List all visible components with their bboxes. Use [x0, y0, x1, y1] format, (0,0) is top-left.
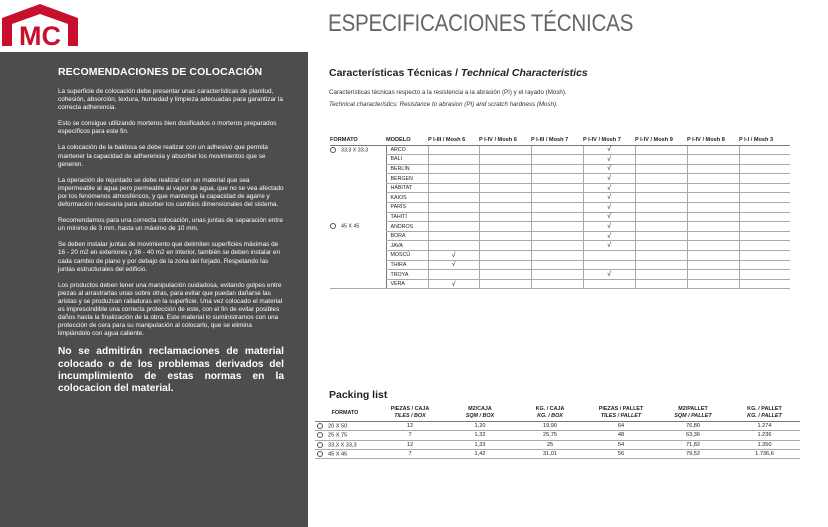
table-cell [531, 183, 583, 193]
format-label: 45 X 45 [341, 223, 360, 230]
table-cell [635, 145, 687, 155]
table-cell: 71,82 [657, 440, 729, 449]
table-cell: 12 [375, 422, 445, 431]
format-circle-icon [330, 147, 336, 153]
model-cell: HÁBITAT [386, 183, 428, 193]
table-cell: 56 [585, 449, 657, 458]
column-header [445, 406, 515, 422]
model-cell: PARÍS [386, 203, 428, 213]
table-cell [687, 193, 739, 203]
table-row [315, 449, 800, 458]
column-header-es: FORMATO [331, 409, 359, 416]
table-cell [583, 260, 635, 270]
table-row [330, 145, 790, 155]
model-cell: BERLÍN [386, 164, 428, 174]
table-cell [531, 279, 583, 289]
check-mark: √ [583, 203, 635, 213]
format-cell [315, 440, 375, 449]
check-mark: √ [428, 260, 479, 270]
tech-description-en: Technical characteristics: Resistance to abrasion (PI) and scratch hardness (Mosh). [329, 101, 558, 108]
format-circle-icon [317, 451, 323, 457]
table-cell [635, 241, 687, 251]
tech-description-es: Características técnicas respecto a la resistencia a la abrasión (PI) y el rayado (Mosh). [329, 89, 567, 96]
table-cell: 31,01 [515, 449, 585, 458]
table-cell [739, 212, 790, 222]
table-cell: 63,36 [657, 431, 729, 440]
table-row [330, 231, 790, 241]
table-cell [739, 251, 790, 261]
column-header-es: KG. / CAJA [535, 406, 565, 412]
column-header [315, 406, 375, 422]
column-header [375, 406, 445, 422]
table-cell [531, 222, 583, 232]
check-mark: √ [583, 164, 635, 174]
format-cell [330, 270, 386, 280]
table-cell [739, 270, 790, 280]
recommendation-paragraph: La colocación de la baldosa se debe realizar con un adhesivo que permita mantener la capacidad de adherencia y absorber los movimientos que se generen. [58, 144, 268, 168]
format-circle-icon [317, 423, 323, 429]
model-cell: ARCO [386, 145, 428, 155]
format-label: 33,3 X 33,3 [328, 441, 357, 448]
claims-warning: No se admitirán reclamaciones de material colocado o de los problemas derivados del incumplimiento de estas normas en la colocacion del material. [58, 346, 284, 394]
page-title: ESPECIFICACIONES TÉCNICAS [328, 10, 634, 37]
table-cell [635, 183, 687, 193]
table-cell [739, 279, 790, 289]
recommendation-paragraph: Se deben instalar juntas de movimiento que delimiten superficies máximas de 16 - 20 m2 en exteriores y 36 - 40 m2 en interior, también se deben instalar en cada cambio de plano y por debajo de la zona del forjado. Respetando las juntas estructurales del edificio. [58, 241, 281, 273]
format-cell [330, 145, 386, 155]
table-cell [635, 260, 687, 270]
check-mark: √ [583, 222, 635, 232]
column-header-en: KG. / BOX [537, 413, 563, 419]
table-cell: 7 [375, 449, 445, 458]
table-cell [479, 183, 531, 193]
column-header: P I-III / Mosh 7 [531, 136, 583, 145]
table-cell [531, 203, 583, 213]
table-cell [739, 145, 790, 155]
column-header-en: TILES / PALLET [600, 413, 642, 419]
table-cell [428, 145, 479, 155]
check-mark: √ [428, 279, 479, 289]
table-cell [739, 155, 790, 165]
recommendation-paragraph: La superficie de colocación debe presentar unas características de planitud, cohesión, absorción, textura, humedad y limpieza adecuadas para garantizar la correcta adherencia. [58, 88, 283, 112]
table-cell: 1,32 [445, 431, 515, 440]
packing-list-table [315, 406, 800, 459]
format-cell [330, 183, 386, 193]
format-cell [330, 203, 386, 213]
packing-heading: Packing list [329, 389, 388, 401]
table-row [330, 251, 790, 261]
table-row [330, 164, 790, 174]
column-header [729, 406, 800, 422]
column-header: P I-I / Mosh 3 [739, 136, 790, 145]
table-cell [479, 193, 531, 203]
table-cell: 19,90 [515, 422, 585, 431]
table-cell [531, 241, 583, 251]
table-cell [739, 241, 790, 251]
table-row [315, 422, 800, 431]
table-cell [739, 203, 790, 213]
table-cell: 76,80 [657, 422, 729, 431]
table-cell [635, 279, 687, 289]
table-cell: 1,33 [445, 440, 515, 449]
table-cell [635, 270, 687, 280]
table-cell [479, 155, 531, 165]
check-mark: √ [583, 241, 635, 251]
model-cell: BALI [386, 155, 428, 165]
table-cell [739, 231, 790, 241]
format-cell [330, 193, 386, 203]
recommendations-heading: RECOMENDACIONES DE COLOCACIÓN [58, 66, 263, 78]
table-cell [687, 212, 739, 222]
table-cell [687, 183, 739, 193]
table-cell [479, 241, 531, 251]
table-cell [479, 203, 531, 213]
table-cell [428, 231, 479, 241]
format-circle-icon [317, 432, 323, 438]
column-header-en: SQM / PALLET [674, 413, 712, 419]
table-cell [428, 270, 479, 280]
format-cell [315, 422, 375, 431]
table-cell [428, 212, 479, 222]
table-cell [531, 251, 583, 261]
table-row [330, 222, 790, 232]
table-cell [583, 251, 635, 261]
column-header [585, 406, 657, 422]
table-cell: 48 [585, 431, 657, 440]
table-cell [479, 251, 531, 261]
table-cell [428, 203, 479, 213]
column-header: MODELO [386, 136, 428, 145]
table-cell [687, 145, 739, 155]
svg-text:MC: MC [19, 21, 61, 50]
table-row [330, 212, 790, 222]
check-mark: √ [583, 145, 635, 155]
column-header: FORMATO [330, 136, 386, 145]
recommendation-paragraph: Recomendamos para una correcta colocación, unas juntas de separación entre un mínimo de 3 mm. hasta un máximo de 10 mm. [58, 217, 283, 233]
format-cell [330, 241, 386, 251]
table-cell [479, 270, 531, 280]
table-cell [531, 164, 583, 174]
table-cell: 12 [375, 440, 445, 449]
table-cell: 1,42 [445, 449, 515, 458]
table-row [330, 193, 790, 203]
recommendation-paragraph: La operación de rejuntado se debe realizar con un material que sea impermeable al agua pero permeable al vapor de agua, que no se vea afectado por los fenómenos atmosféricos, y que mantenga la capacidad de agarre y deformación necesaria para absorber los cambios dimensionales del sistema. [58, 176, 284, 209]
table-cell: 54 [585, 440, 657, 449]
table-cell [687, 164, 739, 174]
column-header-en: TILES / BOX [394, 413, 426, 419]
format-label: 25 X 75 [328, 432, 348, 439]
table-cell [479, 145, 531, 155]
model-cell: KAIOS [386, 193, 428, 203]
column-header-en: KG. / PALLET [747, 413, 782, 419]
format-cell [330, 155, 386, 165]
table-cell [687, 279, 739, 289]
table-row [330, 203, 790, 213]
placement-recommendations-panel [0, 52, 308, 527]
table-cell [479, 212, 531, 222]
table-row [330, 270, 790, 280]
table-cell [635, 251, 687, 261]
check-mark: √ [583, 231, 635, 241]
table-cell [635, 203, 687, 213]
table-cell [531, 145, 583, 155]
format-cell [330, 222, 386, 232]
check-mark: √ [583, 183, 635, 193]
table-cell [428, 222, 479, 232]
table-row [315, 440, 800, 449]
column-header-es: KG. / PALLET [747, 406, 782, 412]
format-cell [330, 251, 386, 261]
table-cell [635, 212, 687, 222]
column-header-es: PIEZAS / PALLET [598, 406, 644, 412]
table-cell [531, 270, 583, 280]
check-mark: √ [583, 193, 635, 203]
table-cell [428, 241, 479, 251]
format-cell [330, 260, 386, 270]
table-row [315, 431, 800, 440]
model-cell: TAHITÍ [386, 212, 428, 222]
column-header-es: M2/CAJA [468, 406, 492, 412]
table-cell [687, 251, 739, 261]
table-cell [739, 183, 790, 193]
table-cell [635, 155, 687, 165]
table-cell [687, 174, 739, 184]
table-cell [687, 270, 739, 280]
column-header-es: PIEZAS / CAJA [390, 406, 430, 412]
format-cell [315, 449, 375, 458]
table-cell [428, 193, 479, 203]
column-header-es: M2/PALLET [678, 406, 708, 412]
table-cell: 1,20 [445, 422, 515, 431]
table-cell [479, 260, 531, 270]
technical-characteristics-table [330, 136, 790, 289]
model-cell: BERGEN [386, 174, 428, 184]
tech-heading: Características Técnicas / Technical Characteristics [329, 67, 588, 79]
table-cell [531, 155, 583, 165]
table-cell [479, 174, 531, 184]
table-cell [428, 183, 479, 193]
table-row [330, 183, 790, 193]
check-mark: √ [428, 251, 479, 261]
table-cell [428, 155, 479, 165]
mc-logo [0, 0, 80, 50]
table-cell: 25 [515, 440, 585, 449]
table-cell: 1.274 [729, 422, 800, 431]
table-cell [531, 231, 583, 241]
format-cell [330, 231, 386, 241]
column-header: P I-IV / Mosh 7 [583, 136, 635, 145]
table-cell [583, 279, 635, 289]
table-cell [635, 174, 687, 184]
table-row [330, 174, 790, 184]
column-header-en: SQM / BOX [465, 413, 495, 419]
column-header: P I-III / Mosh 6 [428, 136, 479, 145]
table-cell [687, 260, 739, 270]
table-cell: 64 [585, 422, 657, 431]
table-row [330, 241, 790, 251]
table-cell: 1.350 [729, 440, 800, 449]
model-cell: JAVA [386, 241, 428, 251]
table-cell [531, 193, 583, 203]
table-cell [739, 222, 790, 232]
recommendation-paragraph: Los productos deben tener una manipulación cuidadosa, evitando golpes entre piezas al arrastrarlas unas sobre otras, para evitar que puedan dañarse las aristas y se produzcan ralladuras en la superficie. Una vez colocado el material es imprescindible una correcta protección de este, con el fin de evitar posibles daños hasta la finalización de la obra. Este material lo suministramos con una protección de cera para su manipulación al colocarlo, que se elimina limpiándolo con agua caliente. [58, 281, 283, 338]
check-mark: √ [583, 212, 635, 222]
table-cell [531, 212, 583, 222]
check-mark: √ [583, 174, 635, 184]
column-header: P I-IV / Mosh 8 [687, 136, 739, 145]
table-row [330, 279, 790, 289]
format-circle-icon [330, 223, 336, 229]
table-row [330, 260, 790, 270]
model-cell: ANDROS [386, 222, 428, 232]
table-cell: 25,75 [515, 431, 585, 440]
table-cell [635, 222, 687, 232]
recommendation-paragraph: Esto se consigue utilizando morteros bien dosificados o morteros preparados específicos para este fin. [58, 120, 277, 136]
table-cell [739, 164, 790, 174]
format-circle-icon [317, 442, 323, 448]
table-cell [428, 164, 479, 174]
table-cell [739, 260, 790, 270]
table-cell [687, 203, 739, 213]
model-cell: VERA [386, 279, 428, 289]
table-cell: 1.736,6 [729, 449, 800, 458]
table-cell [479, 231, 531, 241]
check-mark: √ [583, 155, 635, 165]
model-cell: MOSCÚ [386, 251, 428, 261]
table-cell: 1.236 [729, 431, 800, 440]
model-cell: TROYA [386, 270, 428, 280]
table-cell [479, 279, 531, 289]
check-mark: √ [583, 270, 635, 280]
table-cell: 79,52 [657, 449, 729, 458]
column-header: P I-IV / Mosh 9 [635, 136, 687, 145]
table-cell [428, 174, 479, 184]
table-cell [687, 222, 739, 232]
table-cell [687, 155, 739, 165]
model-cell: BORA [386, 231, 428, 241]
table-cell [479, 164, 531, 174]
format-cell [330, 279, 386, 289]
format-cell [330, 174, 386, 184]
format-cell [330, 212, 386, 222]
format-label: 20 X 50 [328, 423, 348, 430]
table-row [330, 155, 790, 165]
table-cell: 7 [375, 431, 445, 440]
table-cell [531, 174, 583, 184]
column-header: P I-IV / Mosh 6 [479, 136, 531, 145]
table-cell [479, 222, 531, 232]
column-header [515, 406, 585, 422]
model-cell: THIRA [386, 260, 428, 270]
table-cell [635, 231, 687, 241]
column-header [657, 406, 729, 422]
table-cell [739, 174, 790, 184]
table-cell [687, 231, 739, 241]
table-cell [635, 193, 687, 203]
format-cell [330, 164, 386, 174]
format-cell [315, 431, 375, 440]
format-label: 45 X 45 [328, 451, 348, 458]
table-cell [635, 164, 687, 174]
table-cell [531, 260, 583, 270]
table-cell [687, 241, 739, 251]
table-cell [739, 193, 790, 203]
format-label: 33,3 X 33,3 [341, 147, 369, 154]
